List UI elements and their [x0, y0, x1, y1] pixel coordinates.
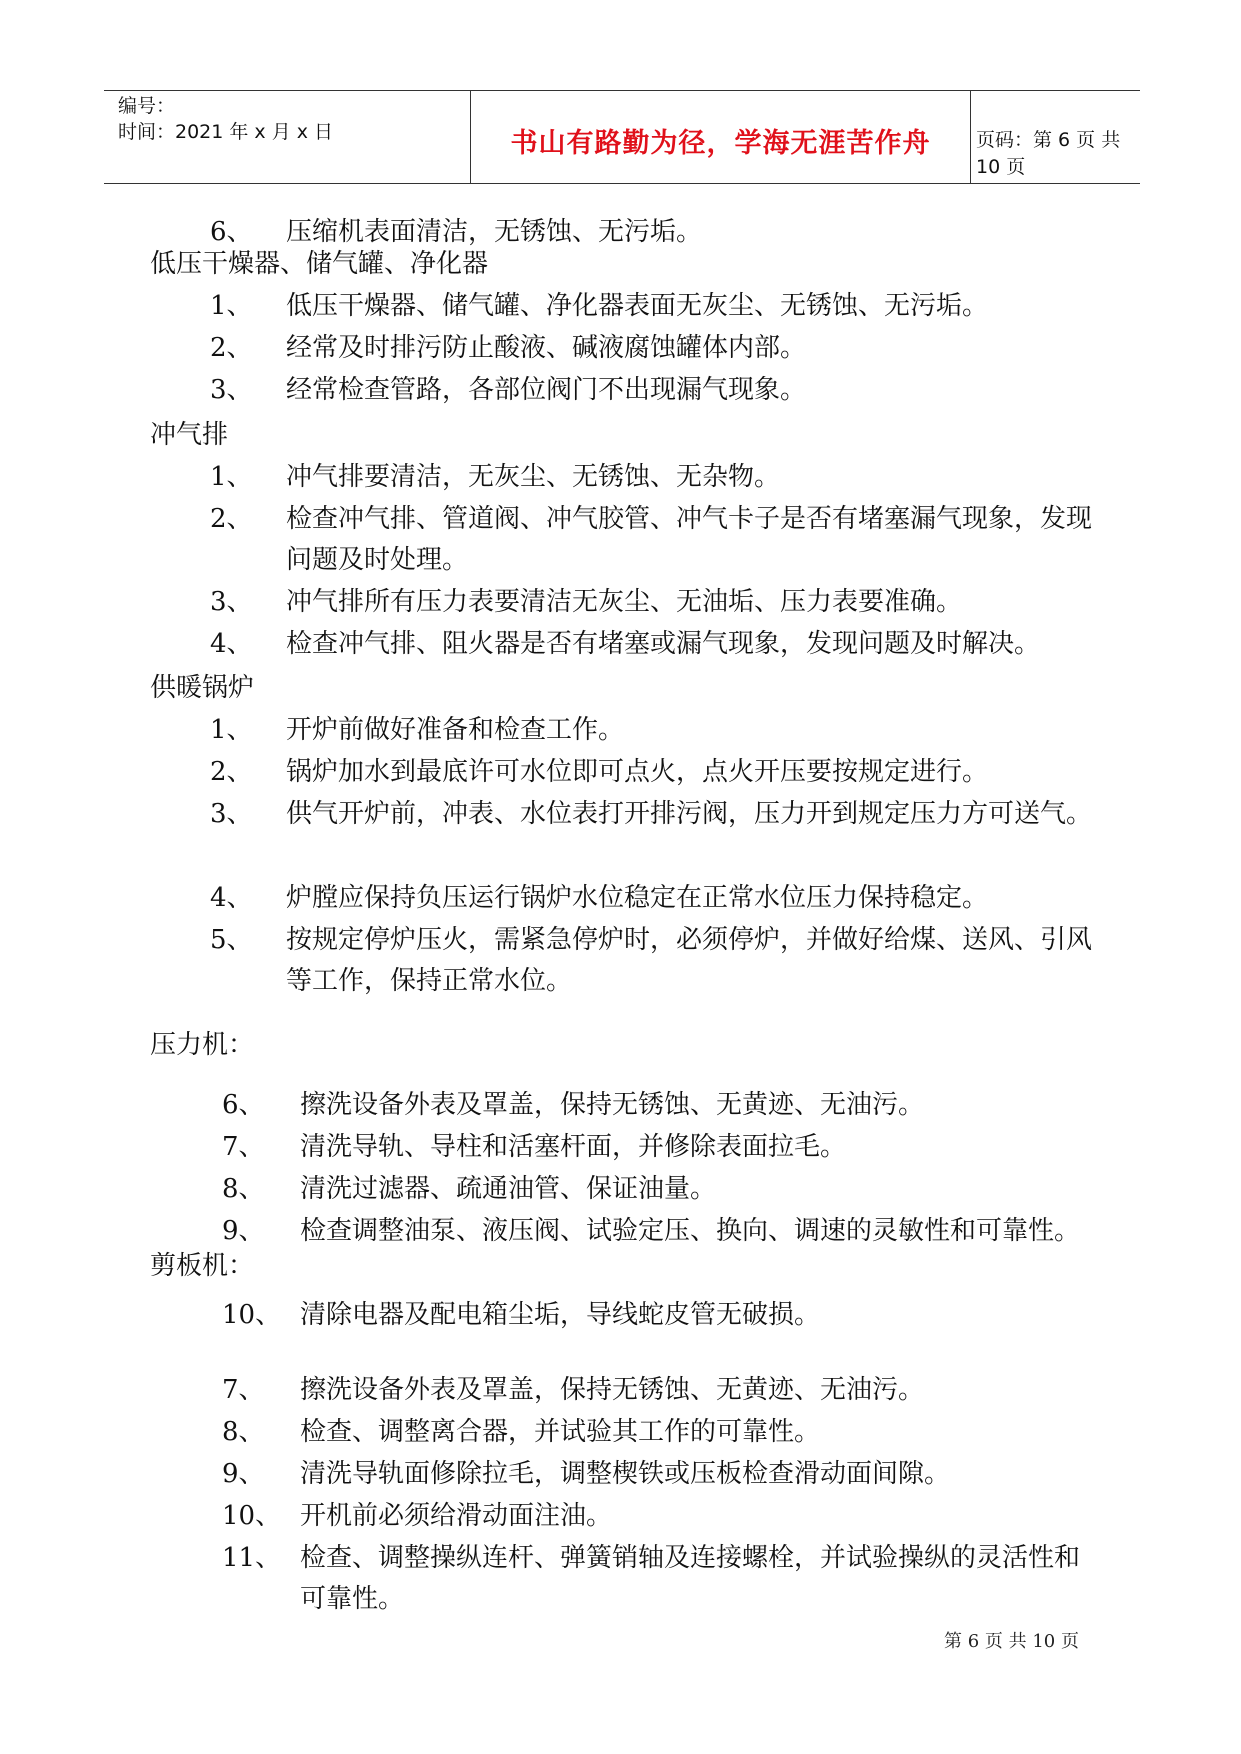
- list-item-text: 检查调整油泵、液压阀、试验定压、换向、调速的灵敏性和可靠性。: [300, 1216, 1081, 1246]
- header-page-label: 页码：第 6 页 共 10 页: [976, 129, 1121, 178]
- list-item-number: 5、: [210, 925, 253, 955]
- list-item-number: 9、: [222, 1459, 265, 1489]
- list-item-text: 冲气排所有压力表要清洁无灰尘、无油垢、压力表要准确。: [286, 587, 963, 617]
- list-item-number: 9、: [222, 1216, 265, 1246]
- header-meta: [118, 93, 468, 145]
- list-item-number: 8、: [222, 1174, 265, 1204]
- list-item-text: 检查、调整离合器，并试验其工作的可靠性。: [300, 1417, 821, 1447]
- list-item-number: 4、: [210, 629, 253, 659]
- list-item-text: 供气开炉前，冲表、水位表打开排污阀，压力开到规定压力方可送气。: [286, 799, 1093, 829]
- list-item-number: 3、: [210, 587, 253, 617]
- list-item-number: 6、: [222, 1090, 265, 1120]
- list-item-text: 经常检查管路，各部位阀门不出现漏气现象。: [286, 375, 807, 405]
- list-item-text: 检查、调整操纵连杆、弹簧销轴及连接螺栓，并试验操纵的灵活性和可靠性。: [300, 1543, 1081, 1614]
- list-item-number: 1、: [210, 291, 253, 321]
- list-item-text: 炉膛应保持负压运行锅炉水位稳定在正常水位压力保持稳定。: [286, 883, 989, 913]
- list-item-number: 3、: [210, 799, 253, 829]
- list-item-text: 开机前必须给滑动面注油。: [300, 1501, 613, 1531]
- list-item-text: 按规定停炉压火，需紧急停炉时，必须停炉，并做好给煤、送风、引风等工作，保持正常水位。: [286, 925, 1093, 996]
- list-item-text: 擦洗设备外表及罩盖，保持无锈蚀、无黄迹、无油污。: [300, 1375, 925, 1405]
- list-item-text: 冲气排要清洁，无灰尘、无锈蚀、无杂物。: [286, 462, 781, 492]
- list-item-number: 6、: [210, 217, 253, 247]
- list-item-text: 清除电器及配电箱尘垢，导线蛇皮管无破损。: [300, 1300, 821, 1330]
- list-item-number: 7、: [222, 1132, 265, 1162]
- header-divider: [970, 91, 971, 183]
- section-title: 冲气排: [150, 420, 229, 450]
- list-item-number: 10、: [222, 1300, 282, 1330]
- list-item-number: 4、: [210, 883, 253, 913]
- list-item-text: 经常及时排污防止酸液、碱液腐蚀罐体内部。: [286, 333, 807, 363]
- list-item-text: 低压干燥器、储气罐、净化器表面无灰尘、无锈蚀、无污垢。: [286, 291, 989, 321]
- list-item-number: 2、: [210, 504, 253, 534]
- list-item-number: 2、: [210, 333, 253, 363]
- list-item-text: 清洗导轨、导柱和活塞杆面，并修除表面拉毛。: [300, 1132, 847, 1162]
- list-item-text: 检查冲气排、阻火器是否有堵塞或漏气现象，发现问题及时解决。: [286, 629, 1041, 659]
- section-title: 供暖锅炉: [150, 673, 255, 703]
- header-motto: 书山有路勤为径，学海无涯苦作舟: [510, 128, 931, 159]
- serial-label: 编号：: [118, 95, 176, 117]
- document-header: [104, 90, 1140, 184]
- list-item-number: 8、: [222, 1417, 265, 1447]
- page-footer: 第 6 页 共 10 页: [944, 1631, 1079, 1652]
- section-title: 低压干燥器、储气罐、净化器: [150, 249, 489, 279]
- list-item-number: 1、: [210, 462, 253, 492]
- list-item-number: 3、: [210, 375, 253, 405]
- list-item-text: 擦洗设备外表及罩盖，保持无锈蚀、无黄迹、无油污。: [300, 1090, 925, 1120]
- list-item-number: 7、: [222, 1375, 265, 1405]
- section-title: 压力机：: [150, 1030, 255, 1060]
- list-item-text: 开炉前做好准备和检查工作。: [286, 715, 625, 745]
- list-item-number: 11、: [222, 1543, 282, 1573]
- list-item-text: 锅炉加水到最底许可水位即可点火，点火开压要按规定进行。: [286, 757, 989, 787]
- time-label: 时间：2021 年 x 月 x 日: [118, 121, 334, 143]
- list-item-text: 检查冲气排、管道阀、冲气胶管、冲气卡子是否有堵塞漏气现象，发现问题及时处理。: [286, 504, 1093, 575]
- list-item-number: 10、: [222, 1501, 282, 1531]
- list-item-text: 压缩机表面清洁，无锈蚀、无污垢。: [286, 217, 703, 247]
- list-item-number: 1、: [210, 715, 253, 745]
- section-title: 剪板机：: [150, 1251, 255, 1281]
- list-item-text: 清洗过滤器、疏通油管、保证油量。: [300, 1174, 717, 1204]
- header-divider: [470, 91, 471, 183]
- list-item-text: 清洗导轨面修除拉毛，调整楔铁或压板检查滑动面间隙。: [300, 1459, 951, 1489]
- list-item-number: 2、: [210, 757, 253, 787]
